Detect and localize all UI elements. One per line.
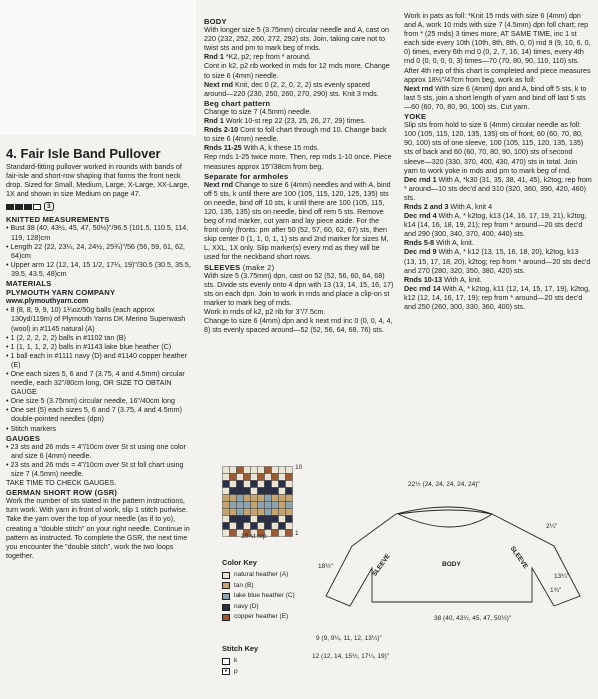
stitch-key-title: Stitch Key <box>222 644 259 653</box>
swatch-lake-blue <box>222 593 230 600</box>
sleeve-length-label: 18½" <box>318 563 333 570</box>
body-heading: BODY <box>204 17 227 26</box>
chart-cell <box>244 523 251 530</box>
chart-cell <box>272 495 279 502</box>
chart-cell <box>251 516 258 523</box>
swatch-navy <box>222 604 230 611</box>
sleeves-heading: SLEEVES (make 2) <box>204 262 275 272</box>
chart-cell <box>279 481 286 488</box>
chart-cell <box>279 474 286 481</box>
material-item: • 1 ball each in #1111 navy (D) and #1140 copper heather (E) <box>6 351 188 369</box>
swatch-tan <box>222 582 230 589</box>
material-item: • 1 (1, 1, 1, 2, 2) balls in #1143 lake blue heather (C) <box>6 342 172 351</box>
chart-row-label-top: 10 <box>295 464 303 471</box>
material-item: • One set (5) each sizes 5, 6 and 7 (3.75, 4 and 4.5mm) double-pointed needles (dpn) <box>6 406 182 424</box>
chart-cell <box>237 523 244 530</box>
chart-cell <box>265 523 272 530</box>
chart-cell <box>286 516 293 523</box>
chart-cell <box>258 516 265 523</box>
chart-cell <box>265 474 272 481</box>
chart-cell <box>244 481 251 488</box>
chart-cell <box>244 474 251 481</box>
material-item: • One each sizes 5, 6 and 7 (3.75, 4 and 4.5mm) circular needle, each 32"/80cm long, OR SIZE TO OBTAIN GAUGE <box>6 369 185 397</box>
yoke-join: Slip sts from hold to size 6 (4mm) circular needle as foll: 100 (105, 115, 120, 135, 135) sts of front, 60 (60, 70, 80, 90, 100) sts of one sleeve, 100 (105, 115, 120, 135, 135) sts of back and 60 (60, 70, 80, 90, 100) sts of second sleeve—320 (330, 370, 400, 430, 470) sts in total. Join yarn to work yoke in rnds and pm to mark beg of rnd. <box>404 121 584 175</box>
chart-cell <box>251 502 258 509</box>
swatch-copper <box>222 614 230 621</box>
chart-cell <box>244 502 251 509</box>
chart-cell <box>286 467 293 474</box>
chart-cell <box>223 516 230 523</box>
chart-cell <box>223 481 230 488</box>
chart-cell <box>223 523 230 530</box>
chart-cell <box>272 502 279 509</box>
yoke-dec-4: Dec rnd 4 With A, * k2tog, k13 (14, 16, 17, 19, 21), k2tog, k14 (14, 16, 18, 19, 21); rep from * around—20 sts dec'd and 290 (300, 340, 370, 400, 440) sts. <box>404 212 587 239</box>
sweater-schematic <box>312 478 598 696</box>
chart-cell <box>258 467 265 474</box>
yoke-heading: YOKE <box>404 112 427 122</box>
chart-cell <box>251 467 258 474</box>
chart-cell <box>286 530 293 537</box>
body-rib: Cont in k2, p2 rib worked in rnds for 12 rnds more. Change to size 6 (4mm) needle. <box>204 62 390 80</box>
chart-cell <box>251 523 258 530</box>
chart-cell <box>272 530 279 537</box>
gauge-item: • 23 sts and 26 rnds = 4"/10cm over St st foll chart using size 7 (4.5mm) needle. <box>6 460 184 478</box>
chart-cell <box>223 502 230 509</box>
chart-cell <box>230 481 237 488</box>
chart-cell <box>265 467 272 474</box>
beg-chart-rnd-1: Rnd 1 Work 10-st rep 22 (23, 25, 26, 27, 29) times. <box>204 117 366 126</box>
chart-cell <box>279 530 286 537</box>
middle-column <box>204 17 394 335</box>
stitch-key-row: k <box>222 656 392 667</box>
left-column <box>6 146 194 561</box>
yoke-dec-14: Dec rnd 14 With A, * k2tog, k11 (12, 14, 15, 17, 19), k2tog, k12 (12, 14, 16, 17, 19); rep from * around—20 sts dec'd and 250 (260, 300, 330, 360, 400) sts. <box>404 284 591 311</box>
body-rnd-1: Rnd 1 *K2, p2; rep from * around. <box>204 53 311 62</box>
chart-rep-label: 10-st rep <box>241 533 267 540</box>
chart-cell <box>286 488 293 495</box>
upper-arm-label: 13¼" <box>554 573 569 580</box>
color-key-row: natural heather (A) <box>222 570 392 581</box>
chart-cell <box>279 516 286 523</box>
gsr-text: Work the number of sts stated in the pattern instructions, turn work. With yarn in front of work, slip 1 stitch purlwise. Take the yarn over the top of your needle (as if to yo), creating a "double stitch" on your right needle. Continue in pattern as instructed. To complete the GSR, the next time you encounter the "double stitch", work the two loops together. <box>6 497 190 560</box>
gsr-heading: GERMAN SHORT ROW (GSR) <box>6 488 118 498</box>
purl-symbol: • <box>222 668 230 675</box>
chart-cell <box>265 488 272 495</box>
color-key-row: lake blue heather (C) <box>222 591 392 602</box>
chart-cell <box>265 509 272 516</box>
arm-label: 12 (12, 14, 15½, 17¼, 19)" <box>312 653 390 660</box>
body-next-rnd: Next rnd Knit, dec 0 (2, 2, 0, 2, 2) sts evenly spaced around—220 (230, 250, 260, 270, 290) sts. Knit 3 rnds. <box>204 80 379 98</box>
sleeve-pats: Work in pats as foll: *Knit 15 rnds with size 6 (4mm) dpn and A, work 10 rnds with size 7 (4.5mm) dpn foll chart; rep from * (25 rnds) 3 times more, AT SAME TIME, inc 1 st each side every 10th (10th, 8th, 8th, 0, 0) rnd 9 (9, 10, 6, 0, 0) times, every 6th rnd 0 (0, 2, 7, 16, 14) times, every 4th rnd 0 (0, 0, 0, 0, 3) times—70 (70, 80, 90, 110, 110) sts. After 4th rep of this chart is completed and piece measures approx 18½"/47cm from beg, work as foll: <box>404 12 591 84</box>
color-key-title: Color Key <box>222 558 257 567</box>
chart-cell <box>251 495 258 502</box>
yoke-rnds-10-13: Rnds 10-13 With A, knit. <box>404 275 482 284</box>
color-key-row: navy (D) <box>222 602 392 613</box>
chart-cell <box>223 467 230 474</box>
knit-symbol <box>222 658 230 665</box>
chart-cell <box>258 509 265 516</box>
body-label: BODY <box>442 561 461 568</box>
chart-cell <box>258 523 265 530</box>
chart-cell <box>286 495 293 502</box>
chart-cell <box>237 474 244 481</box>
chart-cell <box>272 481 279 488</box>
swatch-natural <box>222 572 230 579</box>
measurement-bust: • Bust 38 (40, 43½, 45, 47, 50½)"/96.5 (101.5, 110.5, 114, 119, 128)cm <box>6 224 189 242</box>
sleeves-cast-on: With size 5 (3.75mm) dpn, cast on 52 (52, 56, 60, 64, 68) sts. Divide sts evenly onto 4 dpn with 13 (13, 14, 15, 16, 17) sts on each dpn. Join to work in rnds and place a clip-on st marker to mark beg of rnds. <box>204 271 394 307</box>
materials-heading: MATERIALS <box>6 279 52 289</box>
beg-chart-needle: Change to size 7 (4.5mm) needle. <box>204 107 312 116</box>
knitted-measurements-heading: KNITTED MEASUREMENTS <box>6 215 110 225</box>
cuff-label: 9 (9, 9¼, 11, 12, 13¼)" <box>316 635 382 642</box>
gauge-item: • 23 sts and 26 rnds = 4"/10cm over St st using one color and size 6 (4mm) needle. <box>6 442 186 460</box>
chart-cell <box>237 467 244 474</box>
yarn-company: PLYMOUTH YARN COMPANY <box>6 288 116 298</box>
color-key-row: copper heather (E) <box>222 612 392 623</box>
stitch-key-row: • p <box>222 667 392 678</box>
material-item: • 8 (8, 8, 9, 9, 10) 1¾oz/50g balls (each approx 130yd/119m) of Plymouth Yarns DK Merino Superwash (wool) in #1145 natural (A) <box>6 306 186 333</box>
yoke-dec-9: Dec rnd 9 With A, * k12 (13, 15, 16, 18, 20), k2tog, k13 (13, 15, 17, 18, 20), k2tog; rep from * around—20 sts dec'd and 270 (280, 320, 350, 380, 420) sts. <box>404 248 591 275</box>
chart-cell <box>279 523 286 530</box>
armholes-heading: Separate for armholes <box>204 171 289 181</box>
yoke-rnds-5-8: Rnds 5-8 With A, knit. <box>404 239 474 248</box>
chart-cell <box>286 509 293 516</box>
chart-cell <box>265 516 272 523</box>
gauges-heading: GAUGES <box>6 433 41 443</box>
yarn-company-url[interactable]: www.plymouthyarn.com <box>6 297 89 306</box>
chart-cell <box>258 502 265 509</box>
chart-cell <box>223 509 230 516</box>
colorwork-chart <box>222 466 294 538</box>
chart-cell <box>223 495 230 502</box>
chart-cell <box>272 467 279 474</box>
chart-cell <box>237 481 244 488</box>
yoke-dec-1: Dec rnd 1 With A, *k30 (31, 35, 38, 41, 45), k2tog; rep from * around—10 sts dec'd and 310 (320, 360, 390, 420, 460) sts. <box>404 175 592 202</box>
chart-cell <box>279 502 286 509</box>
chart-cell <box>272 523 279 530</box>
neckline <box>398 514 492 527</box>
chart-cell <box>244 488 251 495</box>
beg-chart-heading: Beg chart pattern <box>204 98 271 108</box>
yoke-rnds-2-3: Rnds 2 and 3 With A, knit 4 <box>404 202 493 211</box>
chart-cell <box>251 509 258 516</box>
chart-cell <box>223 530 230 537</box>
chart-cell <box>272 474 279 481</box>
chart-cell <box>286 502 293 509</box>
armholes-next-rnd: Next rnd Change to size 6 (4mm) needles and with A, bind off 5 sts, k until there are 100 (105, 115, 120, 125, 135) sts on needle, bind off 10 sts, k until there are 100 (105, 115, 120, 135, 135) sts on needle, bind off rem 5 sts. Remove beg of rnd marker, cut yarn and lay piece aside. For the front only (fronts: pm after 50 (52, 57, 60, 62, 67) sts, then skip center 0 (1, 1, 0, 1, 1) sts and 2nd marker for sizes M, L, XXL, 1X only. Slip marker(s) every rnd as they will be used for the neckband short rows. <box>204 180 391 262</box>
sleeves-rib: Work in rnds of k2, p2 rib for 3"/7.5cm. <box>204 308 326 316</box>
sleeve-bind-off: Next rnd With size 6 (4mm) dpn and A, bind off 5 sts, k to last 5 sts, join a short length of yarn and bind off last 5 sts—60 (60, 70, 80, 90, 100) sts. Cut yarn. <box>404 84 587 111</box>
chart-cell <box>230 516 237 523</box>
chart-cell <box>244 509 251 516</box>
bust-label: 38 (40, 43½, 45, 47, 50½)" <box>434 615 512 622</box>
chart-cell <box>237 516 244 523</box>
chart-cell <box>223 488 230 495</box>
material-item: • 1 (2, 2, 2, 2, 2) balls in #1102 tan (B) <box>6 333 126 342</box>
beg-chart-repeat: Rep rnds 1-25 twice more. Then, rep rnds 1-10 once. Piece measures approx 15"/38cm from beg. <box>204 153 392 171</box>
chart-cell <box>279 488 286 495</box>
beg-chart-rnds-11-25: Rnds 11-25 With A, k these 15 rnds. <box>204 144 320 153</box>
chart-cell <box>279 495 286 502</box>
chart-cell <box>279 509 286 516</box>
chart-cell <box>230 523 237 530</box>
chart-cell <box>237 502 244 509</box>
gauge-check: TAKE TIME TO CHECK GAUGES. <box>6 479 117 488</box>
chart-cell <box>230 502 237 509</box>
color-key-row: tan (B) <box>222 581 392 592</box>
page-margin-blank <box>0 0 196 135</box>
skill-level-indicator <box>6 202 194 211</box>
chart-cell <box>237 488 244 495</box>
chart-cell <box>244 516 251 523</box>
chart-row-label-bottom: 1 <box>295 530 299 537</box>
chart-cell <box>230 495 237 502</box>
chart-cell <box>286 474 293 481</box>
neck-drop-label: 2¼" <box>546 523 558 530</box>
material-item: • One size 5 (3.75mm) circular needle, 16"/40cm long <box>6 397 175 406</box>
chart-cell <box>265 481 272 488</box>
sleeve-label-left: SLEEVE <box>371 552 392 578</box>
chart-cell <box>251 488 258 495</box>
chart-cell <box>230 474 237 481</box>
chart-cell <box>237 495 244 502</box>
chart-cell <box>265 502 272 509</box>
chart-cell <box>223 474 230 481</box>
chart-cell <box>251 474 258 481</box>
chart-cell <box>258 495 265 502</box>
sleeves-inc: Change to size 6 (4mm) dpn and k next rnd inc 0 (0, 0, 4, 4, 8) sts evenly spaced around—52 (52, 56, 64, 68, 76) sts. <box>204 317 393 335</box>
chart-cell <box>272 509 279 516</box>
chart-cell <box>279 467 286 474</box>
chart-cell <box>286 523 293 530</box>
chart-cell <box>251 481 258 488</box>
rib-depth-label: 1¾" <box>550 587 562 594</box>
neck-width-label: 22½ (24, 24, 24, 24, 24)" <box>408 481 480 488</box>
measurement-length: • Length 22 (22, 23¼, 24, 24½, 25¾)"/56 (56, 59, 61, 62, 64)cm <box>6 242 185 260</box>
pattern-title: 4. Fair Isle Band Pullover <box>6 146 161 161</box>
chart-cell <box>258 488 265 495</box>
pattern-intro: Standard-fitting pullover worked in rounds with bands of fair-isle and short-row shaping that forms the front neck drop. Sized for Small, Medium, Large, X-Large, XX-Large, 1X and shown in size Medium on page 47. <box>6 163 190 199</box>
sleeve-label-right: SLEEVE <box>508 545 530 571</box>
sweater-outline <box>326 507 580 606</box>
chart-cell <box>272 488 279 495</box>
chart-cell <box>230 467 237 474</box>
chart-cell <box>237 509 244 516</box>
body-cast-on: With longer size 5 (3.75mm) circular needle and A, cast on 220 (232, 252, 260, 272, 292) sts. Join, taking care not to twist sts and pm to mark beg of rnds. <box>204 26 389 53</box>
chart-cell <box>244 495 251 502</box>
chart-cell <box>230 530 237 537</box>
chart-cell <box>272 516 279 523</box>
chart-cell <box>258 474 265 481</box>
measurement-upper-arm: • Upper arm 12 (12, 14, 15 1/2, 17¼, 19)"/30.5 (30.5, 35.5, 39.5, 43.5, 48)cm <box>6 260 191 278</box>
material-item: • Stitch markers <box>6 424 57 433</box>
beg-chart-rnds-2-10: Rnds 2-10 Cont to foll chart through rnd 10. Change back to size 6 (4mm) needle. <box>204 126 387 144</box>
chart-cell <box>258 481 265 488</box>
skill-level-number: 3 <box>44 202 54 211</box>
chart-cell <box>265 495 272 502</box>
chart-cell <box>286 481 293 488</box>
chart-cell <box>244 467 251 474</box>
chart-cell <box>230 488 237 495</box>
chart-cell <box>230 509 237 516</box>
right-column <box>404 12 592 312</box>
